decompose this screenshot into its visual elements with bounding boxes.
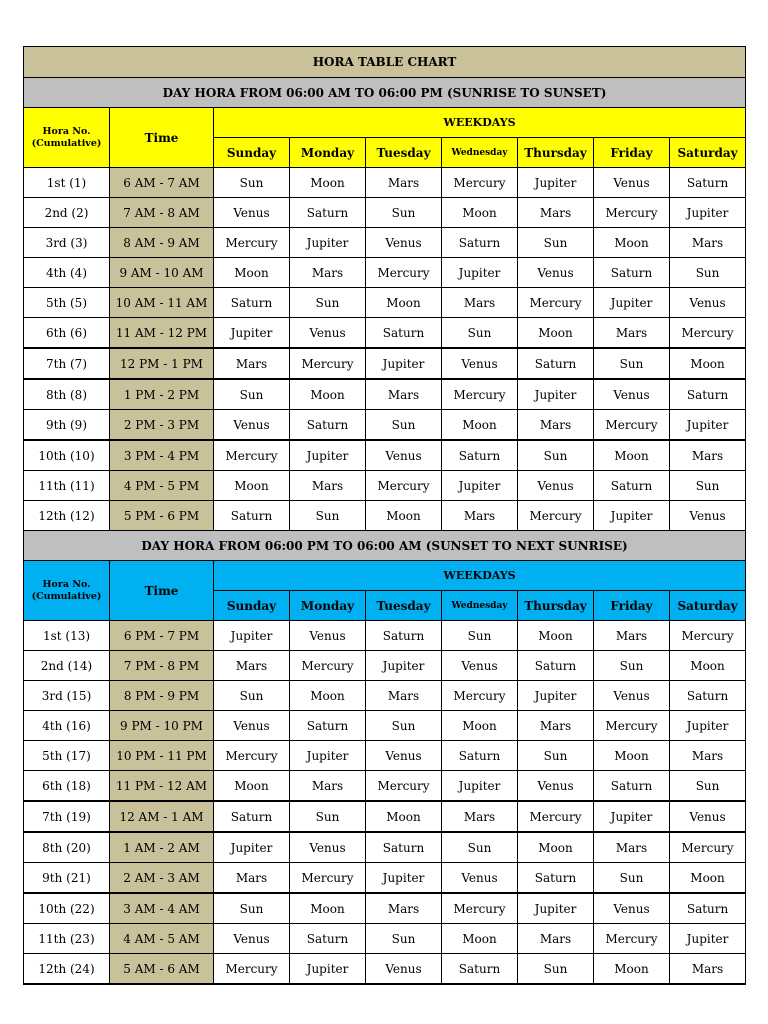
hora-no-label: Hora No. — [42, 125, 91, 137]
day-section-time-header: Time — [110, 108, 214, 168]
planet-cell: Saturn — [442, 954, 518, 985]
table-row — [24, 651, 746, 681]
planet-cell: Venus — [442, 863, 518, 894]
planet-cell: Mars — [290, 258, 366, 288]
hora-table — [23, 46, 746, 985]
planet-cell: Venus — [670, 801, 746, 832]
planet-cell: Mars — [290, 471, 366, 501]
time-range: 9 PM - 10 PM — [110, 711, 214, 741]
planet-cell: Sun — [518, 228, 594, 258]
planet-cell: Saturn — [670, 168, 746, 198]
planet-cell: Mercury — [594, 711, 670, 741]
planet-cell: Saturn — [290, 410, 366, 441]
planet-cell: Mercury — [442, 379, 518, 410]
planet-cell: Sun — [366, 711, 442, 741]
planet-cell: Saturn — [594, 771, 670, 802]
planet-cell: Sun — [442, 621, 518, 651]
planet-cell: Jupiter — [594, 288, 670, 318]
planet-cell: Jupiter — [290, 440, 366, 471]
day-header-wednesday: Wednesday — [442, 591, 518, 621]
planet-cell: Jupiter — [214, 621, 290, 651]
planet-cell: Venus — [366, 440, 442, 471]
hora-number: 6th (18) — [24, 771, 110, 802]
hora-no-label: Hora No. — [42, 578, 91, 590]
planet-cell: Moon — [442, 924, 518, 954]
planet-cell: Sun — [594, 863, 670, 894]
planet-cell: Mars — [670, 954, 746, 985]
table-row — [24, 348, 746, 379]
planet-cell: Sun — [518, 440, 594, 471]
time-range: 3 PM - 4 PM — [110, 440, 214, 471]
hora-number: 2nd (2) — [24, 198, 110, 228]
planet-cell: Mars — [670, 741, 746, 771]
table-row — [24, 741, 746, 771]
planet-cell: Jupiter — [442, 258, 518, 288]
planet-cell: Venus — [594, 379, 670, 410]
planet-cell: Mars — [594, 621, 670, 651]
time-range: 1 PM - 2 PM — [110, 379, 214, 410]
planet-cell: Venus — [594, 893, 670, 924]
planet-cell: Venus — [214, 924, 290, 954]
planet-cell: Mars — [366, 168, 442, 198]
planet-cell: Mercury — [290, 348, 366, 379]
planet-cell: Moon — [214, 771, 290, 802]
planet-cell: Venus — [366, 741, 442, 771]
hora-number: 5th (5) — [24, 288, 110, 318]
time-range: 9 AM - 10 AM — [110, 258, 214, 288]
planet-cell: Sun — [670, 771, 746, 802]
planet-cell: Saturn — [442, 741, 518, 771]
time-range: 6 AM - 7 AM — [110, 168, 214, 198]
planet-cell: Mars — [442, 501, 518, 531]
hora-number: 1st (13) — [24, 621, 110, 651]
day-header-wednesday: Wednesday — [442, 138, 518, 168]
planet-cell: Jupiter — [442, 771, 518, 802]
time-range: 4 PM - 5 PM — [110, 471, 214, 501]
planet-cell: Sun — [442, 318, 518, 349]
planet-cell: Mercury — [366, 258, 442, 288]
hora-table-body — [24, 47, 746, 985]
planet-cell: Venus — [594, 681, 670, 711]
planet-cell: Mars — [290, 771, 366, 802]
planet-cell: Sun — [670, 258, 746, 288]
night-section-time-header: Time — [110, 561, 214, 621]
planet-cell: Mercury — [214, 954, 290, 985]
planet-cell: Moon — [366, 801, 442, 832]
table-row — [24, 711, 746, 741]
planet-cell: Mercury — [670, 621, 746, 651]
planet-cell: Saturn — [594, 258, 670, 288]
time-range: 12 AM - 1 AM — [110, 801, 214, 832]
table-row — [24, 832, 746, 863]
planet-cell: Mercury — [518, 288, 594, 318]
planet-cell: Mercury — [442, 681, 518, 711]
hora-number: 6th (6) — [24, 318, 110, 349]
hora-number: 8th (8) — [24, 379, 110, 410]
table-row — [24, 954, 746, 985]
time-range: 10 PM - 11 PM — [110, 741, 214, 771]
planet-cell: Saturn — [670, 893, 746, 924]
table-row — [24, 379, 746, 410]
hora-number: 12th (12) — [24, 501, 110, 531]
planet-cell: Mercury — [442, 168, 518, 198]
planet-cell: Jupiter — [442, 471, 518, 501]
time-range: 3 AM - 4 AM — [110, 893, 214, 924]
planet-cell: Moon — [214, 258, 290, 288]
table-row — [24, 288, 746, 318]
planet-cell: Mercury — [366, 771, 442, 802]
day-header-saturday: Saturday — [670, 138, 746, 168]
planet-cell: Sun — [214, 893, 290, 924]
planet-cell: Mars — [518, 711, 594, 741]
time-range: 12 PM - 1 PM — [110, 348, 214, 379]
planet-cell: Saturn — [594, 471, 670, 501]
time-range: 8 PM - 9 PM — [110, 681, 214, 711]
planet-cell: Moon — [594, 228, 670, 258]
day-header-sunday: Sunday — [214, 591, 290, 621]
day-header-thursday: Thursday — [518, 138, 594, 168]
table-row — [24, 771, 746, 802]
planet-cell: Mars — [670, 228, 746, 258]
planet-cell: Saturn — [290, 198, 366, 228]
planet-cell: Sun — [518, 954, 594, 985]
planet-cell: Venus — [518, 258, 594, 288]
day-section-hora-no-header — [24, 108, 110, 168]
planet-cell: Jupiter — [290, 954, 366, 985]
time-range: 6 PM - 7 PM — [110, 621, 214, 651]
planet-cell: Venus — [442, 651, 518, 681]
planet-cell: Sun — [214, 379, 290, 410]
planet-cell: Saturn — [670, 681, 746, 711]
planet-cell: Sun — [442, 832, 518, 863]
planet-cell: Mercury — [214, 228, 290, 258]
planet-cell: Mercury — [442, 893, 518, 924]
planet-cell: Mercury — [670, 318, 746, 349]
planet-cell: Saturn — [518, 348, 594, 379]
planet-cell: Jupiter — [366, 348, 442, 379]
hora-number: 2nd (14) — [24, 651, 110, 681]
planet-cell: Sun — [594, 348, 670, 379]
planet-cell: Venus — [670, 288, 746, 318]
night-section-heading: DAY HORA FROM 06:00 PM TO 06:00 AM (SUNSET TO NEXT SUNRISE) — [24, 531, 746, 561]
hora-number: 12th (24) — [24, 954, 110, 985]
planet-cell: Moon — [214, 471, 290, 501]
time-range: 10 AM - 11 AM — [110, 288, 214, 318]
planet-cell: Mars — [518, 410, 594, 441]
planet-cell: Mars — [214, 348, 290, 379]
hora-number: 11th (23) — [24, 924, 110, 954]
planet-cell: Saturn — [366, 832, 442, 863]
planet-cell: Moon — [594, 741, 670, 771]
planet-cell: Mercury — [594, 410, 670, 441]
planet-cell: Mars — [442, 801, 518, 832]
planet-cell: Jupiter — [670, 924, 746, 954]
planet-cell: Mercury — [214, 440, 290, 471]
planet-cell: Jupiter — [214, 832, 290, 863]
hora-number: 3rd (15) — [24, 681, 110, 711]
planet-cell: Moon — [442, 410, 518, 441]
day-header-monday: Monday — [290, 138, 366, 168]
planet-cell: Moon — [290, 168, 366, 198]
hora-number: 9th (21) — [24, 863, 110, 894]
planet-cell: Jupiter — [290, 741, 366, 771]
planet-cell: Venus — [366, 228, 442, 258]
planet-cell: Mars — [366, 893, 442, 924]
planet-cell: Sun — [290, 801, 366, 832]
time-range: 5 AM - 6 AM — [110, 954, 214, 985]
planet-cell: Mercury — [594, 198, 670, 228]
planet-cell: Moon — [518, 318, 594, 349]
time-range: 2 AM - 3 AM — [110, 863, 214, 894]
hora-number: 7th (7) — [24, 348, 110, 379]
planet-cell: Mars — [366, 379, 442, 410]
planet-cell: Jupiter — [518, 379, 594, 410]
table-row — [24, 801, 746, 832]
night-section-hora-no-header — [24, 561, 110, 621]
planet-cell: Moon — [442, 711, 518, 741]
cumulative-label: (Cumulative) — [31, 137, 102, 149]
planet-cell: Venus — [442, 348, 518, 379]
planet-cell: Saturn — [442, 440, 518, 471]
hora-number: 9th (9) — [24, 410, 110, 441]
planet-cell: Sun — [366, 924, 442, 954]
planet-cell: Jupiter — [670, 198, 746, 228]
planet-cell: Jupiter — [518, 893, 594, 924]
planet-cell: Moon — [366, 288, 442, 318]
planet-cell: Mercury — [518, 801, 594, 832]
planet-cell: Saturn — [290, 924, 366, 954]
table-row — [24, 621, 746, 651]
planet-cell: Jupiter — [594, 801, 670, 832]
planet-cell: Jupiter — [214, 318, 290, 349]
planet-cell: Sun — [670, 471, 746, 501]
planet-cell: Venus — [290, 318, 366, 349]
planet-cell: Jupiter — [366, 651, 442, 681]
planet-cell: Sun — [214, 681, 290, 711]
planet-cell: Jupiter — [670, 410, 746, 441]
planet-cell: Saturn — [214, 501, 290, 531]
planet-cell: Mars — [214, 651, 290, 681]
planet-cell: Jupiter — [594, 501, 670, 531]
table-row — [24, 168, 746, 198]
planet-cell: Mars — [518, 924, 594, 954]
planet-cell: Mercury — [366, 471, 442, 501]
page-title: HORA TABLE CHART — [24, 47, 746, 78]
time-range: 11 AM - 12 PM — [110, 318, 214, 349]
day-header-saturday: Saturday — [670, 591, 746, 621]
planet-cell: Venus — [214, 198, 290, 228]
hora-number: 5th (17) — [24, 741, 110, 771]
planet-cell: Sun — [290, 288, 366, 318]
hora-number: 1st (1) — [24, 168, 110, 198]
table-row — [24, 501, 746, 531]
planet-cell: Saturn — [670, 379, 746, 410]
planet-cell: Sun — [214, 168, 290, 198]
planet-cell: Sun — [290, 501, 366, 531]
table-row — [24, 893, 746, 924]
planet-cell: Moon — [518, 621, 594, 651]
night-section-weekdays-header: WEEKDAYS — [214, 561, 746, 591]
planet-cell: Mars — [670, 440, 746, 471]
planet-cell: Moon — [670, 348, 746, 379]
planet-cell: Mars — [594, 832, 670, 863]
planet-cell: Mercury — [214, 741, 290, 771]
hora-number: 3rd (3) — [24, 228, 110, 258]
table-row — [24, 410, 746, 441]
planet-cell: Mercury — [670, 832, 746, 863]
planet-cell: Sun — [366, 410, 442, 441]
planet-cell: Venus — [214, 711, 290, 741]
table-row — [24, 863, 746, 894]
table-row — [24, 318, 746, 349]
hora-number: 4th (4) — [24, 258, 110, 288]
planet-cell: Mars — [214, 863, 290, 894]
planet-cell: Jupiter — [366, 863, 442, 894]
planet-cell: Jupiter — [290, 228, 366, 258]
planet-cell: Saturn — [366, 621, 442, 651]
hora-number: 4th (16) — [24, 711, 110, 741]
hora-number: 8th (20) — [24, 832, 110, 863]
planet-cell: Saturn — [214, 801, 290, 832]
planet-cell: Venus — [214, 410, 290, 441]
planet-cell: Moon — [518, 832, 594, 863]
planet-cell: Venus — [518, 771, 594, 802]
planet-cell: Saturn — [290, 711, 366, 741]
planet-cell: Mercury — [290, 651, 366, 681]
planet-cell: Jupiter — [518, 681, 594, 711]
time-range: 4 AM - 5 AM — [110, 924, 214, 954]
planet-cell: Mercury — [518, 501, 594, 531]
planet-cell: Mars — [442, 288, 518, 318]
planet-cell: Moon — [366, 501, 442, 531]
planet-cell: Moon — [594, 440, 670, 471]
planet-cell: Mars — [518, 198, 594, 228]
planet-cell: Mercury — [290, 863, 366, 894]
table-row — [24, 471, 746, 501]
time-range: 2 PM - 3 PM — [110, 410, 214, 441]
table-row — [24, 228, 746, 258]
planet-cell: Jupiter — [518, 168, 594, 198]
day-section-weekdays-header: WEEKDAYS — [214, 108, 746, 138]
cumulative-label: (Cumulative) — [31, 590, 102, 602]
planet-cell: Moon — [290, 379, 366, 410]
day-header-tuesday: Tuesday — [366, 138, 442, 168]
planet-cell: Moon — [290, 893, 366, 924]
table-row — [24, 198, 746, 228]
planet-cell: Moon — [442, 198, 518, 228]
planet-cell: Mercury — [594, 924, 670, 954]
planet-cell: Sun — [594, 651, 670, 681]
planet-cell: Jupiter — [670, 711, 746, 741]
planet-cell: Mars — [366, 681, 442, 711]
hora-number: 10th (10) — [24, 440, 110, 471]
planet-cell: Venus — [290, 621, 366, 651]
planet-cell: Venus — [670, 501, 746, 531]
planet-cell: Saturn — [442, 228, 518, 258]
time-range: 1 AM - 2 AM — [110, 832, 214, 863]
table-row — [24, 681, 746, 711]
planet-cell: Moon — [670, 863, 746, 894]
day-section-heading: DAY HORA FROM 06:00 AM TO 06:00 PM (SUNRISE TO SUNSET) — [24, 78, 746, 108]
planet-cell: Mars — [594, 318, 670, 349]
planet-cell: Moon — [290, 681, 366, 711]
planet-cell: Venus — [366, 954, 442, 985]
planet-cell: Venus — [518, 471, 594, 501]
table-row — [24, 924, 746, 954]
planet-cell: Moon — [594, 954, 670, 985]
table-row — [24, 258, 746, 288]
planet-cell: Saturn — [366, 318, 442, 349]
planet-cell: Saturn — [518, 651, 594, 681]
planet-cell: Sun — [366, 198, 442, 228]
planet-cell: Moon — [670, 651, 746, 681]
planet-cell: Saturn — [518, 863, 594, 894]
day-header-sunday: Sunday — [214, 138, 290, 168]
table-row — [24, 440, 746, 471]
time-range: 8 AM - 9 AM — [110, 228, 214, 258]
time-range: 7 AM - 8 AM — [110, 198, 214, 228]
day-header-friday: Friday — [594, 591, 670, 621]
time-range: 11 PM - 12 AM — [110, 771, 214, 802]
planet-cell: Venus — [290, 832, 366, 863]
day-header-monday: Monday — [290, 591, 366, 621]
planet-cell: Sun — [518, 741, 594, 771]
hora-number: 7th (19) — [24, 801, 110, 832]
hora-number: 10th (22) — [24, 893, 110, 924]
time-range: 5 PM - 6 PM — [110, 501, 214, 531]
day-header-tuesday: Tuesday — [366, 591, 442, 621]
planet-cell: Venus — [594, 168, 670, 198]
day-header-friday: Friday — [594, 138, 670, 168]
planet-cell: Saturn — [214, 288, 290, 318]
time-range: 7 PM - 8 PM — [110, 651, 214, 681]
hora-number: 11th (11) — [24, 471, 110, 501]
day-header-thursday: Thursday — [518, 591, 594, 621]
